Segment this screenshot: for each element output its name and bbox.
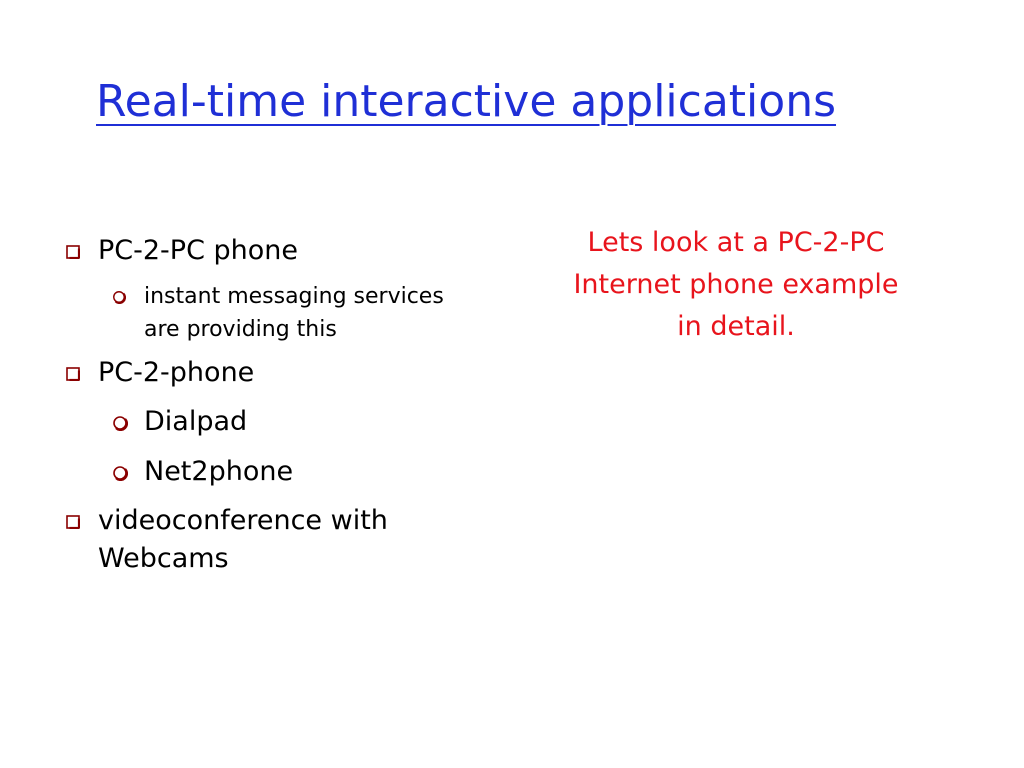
square-bullet-icon (66, 245, 80, 259)
sub-bullet-text: Net2phone (144, 456, 294, 487)
circle-bullet-icon (112, 465, 128, 481)
bullet-text: PC-2-phone (98, 357, 255, 388)
bullet-item (62, 354, 462, 392)
sub-bullet-item (62, 280, 462, 346)
bullet-item (62, 232, 462, 270)
bullet-text: PC-2-PC phone (98, 235, 299, 266)
sub-bullet-item (62, 452, 462, 492)
side-note: Lets look at a PC-2-PC Internet phone example in detail. (573, 227, 899, 342)
sub-bullet-text: Dialpad (144, 406, 248, 437)
bullet-item (62, 502, 462, 578)
square-bullet-icon (66, 515, 80, 529)
sub-bullet-item (62, 402, 462, 442)
circle-bullet-icon (112, 290, 126, 304)
bullet-text: videoconference with Webcams (98, 505, 388, 574)
circle-bullet-icon (112, 415, 128, 431)
sub-bullet-text: instant messaging services are providing this (144, 284, 444, 342)
slide-title: Real-time interactive applications (96, 76, 837, 127)
square-bullet-icon (66, 367, 80, 381)
bullet-list (62, 232, 462, 588)
